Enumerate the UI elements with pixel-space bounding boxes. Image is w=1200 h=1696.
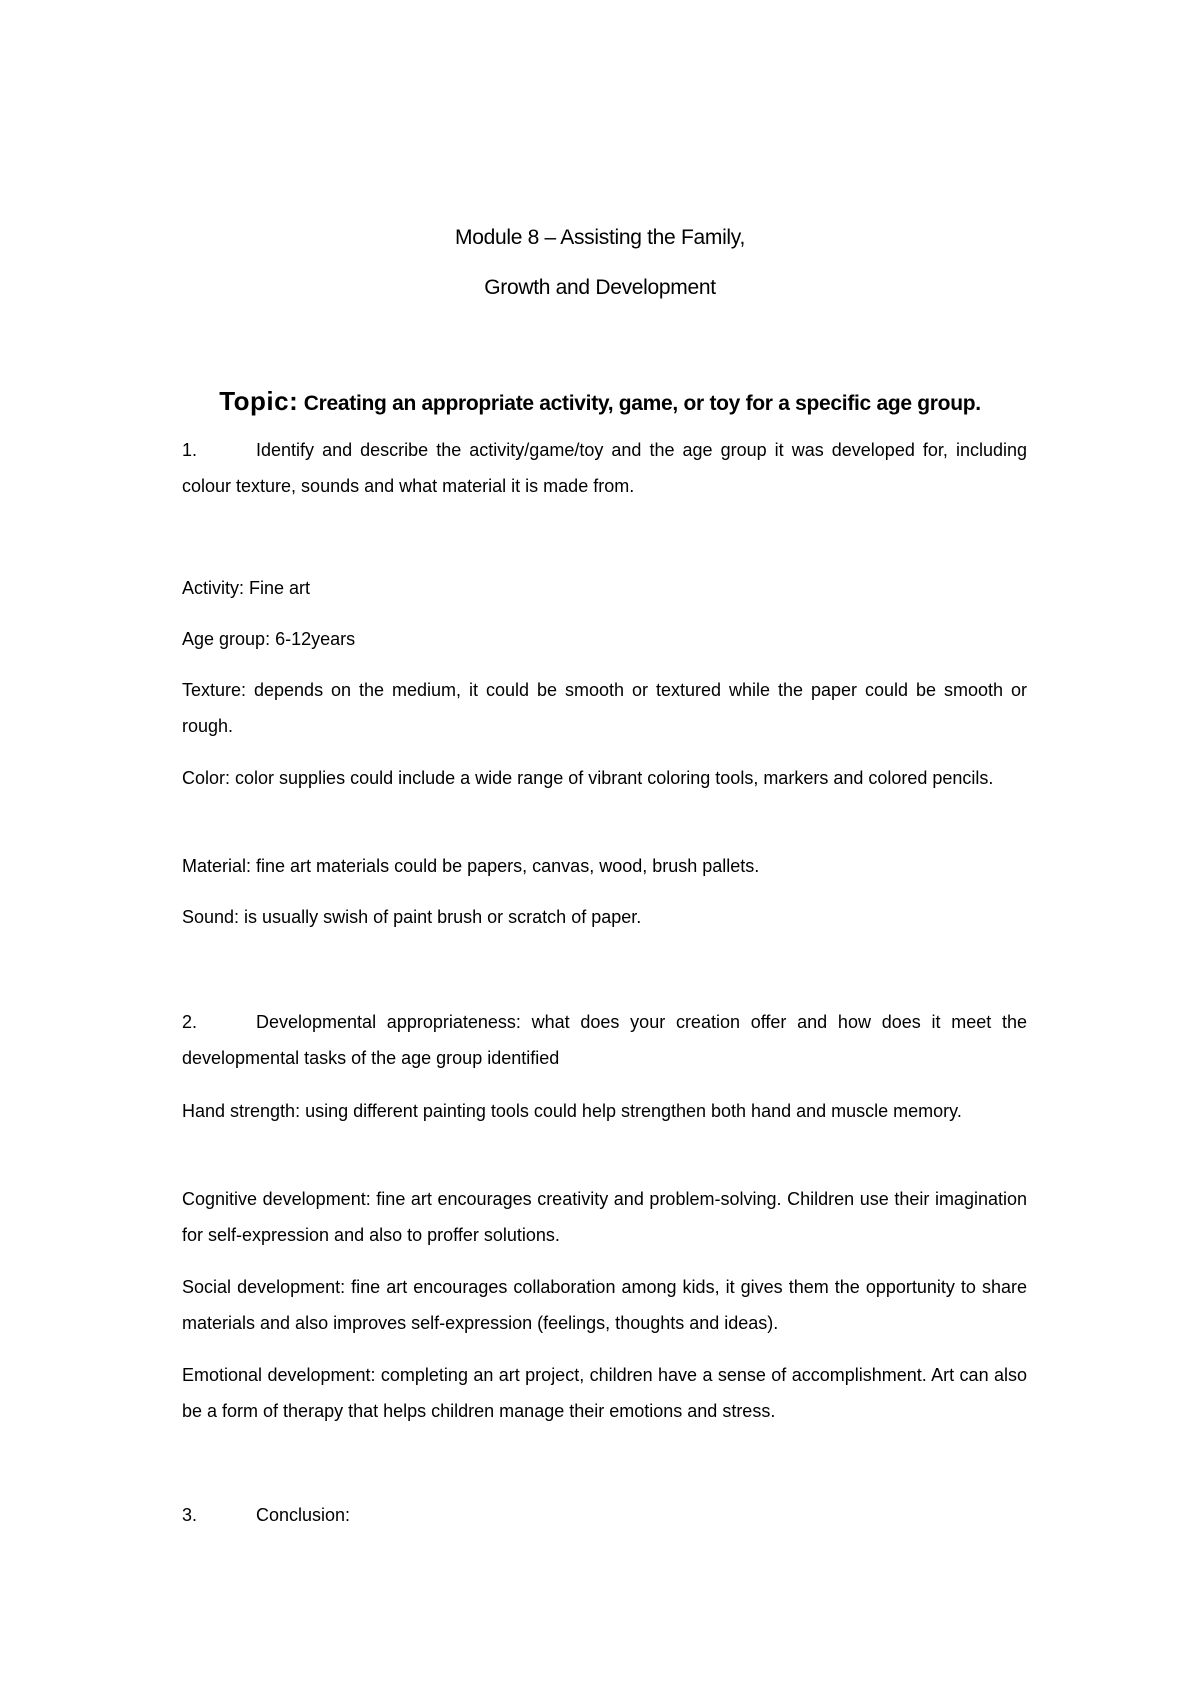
cognitive-paragraph: Cognitive development: fine art encourages creativity and problem-solving. Children use their imagination for self-expression and also to proffer solutions. xyxy=(182,1189,1027,1245)
question-2 xyxy=(182,1004,1027,1076)
question-3 xyxy=(182,1497,350,1533)
title-line-2: Growth and Development xyxy=(484,276,716,299)
color-paragraph: Color: color supplies could include a wide range of vibrant coloring tools, markers and colored pencils. xyxy=(182,768,994,788)
hand-strength-paragraph: Hand strength: using different painting tools could help strengthen both hand and muscle memory. xyxy=(182,1101,962,1121)
sound-line: Sound: is usually swish of paint brush or scratch of paper. xyxy=(182,907,642,927)
social-paragraph: Social development: fine art encourages collaboration among kids, it gives them the opportunity to share materials and also improves self-expression (feelings, thoughts and ideas). xyxy=(182,1277,1027,1333)
question-2-text: Developmental appropriateness: what does your creation offer and how does it meet the developmental tasks of the age group identified xyxy=(182,1012,1027,1068)
question-1-text: Identify and describe the activity/game/toy and the age group it was developed for, including colour texture, sounds and what material it is made from. xyxy=(182,440,1027,496)
age-group-line: Age group: 6-12years xyxy=(182,629,356,649)
question-3-number: 3. xyxy=(182,1505,198,1525)
texture-paragraph: Texture: depends on the medium, it could be smooth or textured while the paper could be smooth or rough. xyxy=(182,680,1027,736)
topic-label: Topic: xyxy=(219,386,299,416)
emotional-paragraph: Emotional development: completing an art project, children have a sense of accomplishment. Art can also be a form of therapy that helps children manage their emotions and stress. xyxy=(182,1365,1027,1421)
question-1-number: 1. xyxy=(182,440,198,460)
activity-line: Activity: Fine art xyxy=(182,578,311,598)
question-1 xyxy=(182,432,1027,504)
topic-heading xyxy=(0,386,1200,417)
title-line-1: Module 8 – Assisting the Family, xyxy=(455,226,745,249)
question-2-number: 2. xyxy=(182,1012,198,1032)
material-line: Material: fine art materials could be papers, canvas, wood, brush pallets. xyxy=(182,856,760,876)
topic-text: Creating an appropriate activity, game, or toy for a specific age group. xyxy=(298,392,981,415)
question-3-text: Conclusion: xyxy=(256,1505,351,1525)
